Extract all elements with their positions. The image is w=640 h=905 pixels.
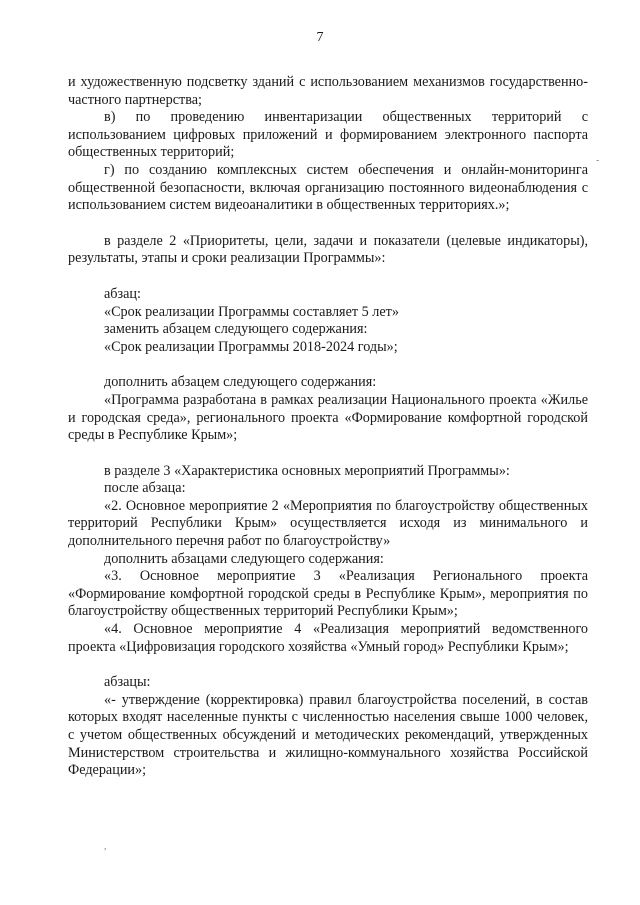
paragraph-p5: абзац: <box>104 285 141 302</box>
paragraph-p17: абзацы: <box>104 674 151 691</box>
paragraph-spacer <box>68 656 588 674</box>
paragraph-p18: «- утверждение (корректировка) правил благоустройства поселений, в состав которых входят населенные пункты с численностью населения свыше 1000 человек, с учетом общественных обсуждений и методических рекомендаций, утвержденных Министерством строительства и жилищно-коммунального хозяйства Российской Федерации»; <box>68 691 588 779</box>
scan-mark: , <box>104 841 107 852</box>
scan-mark: - <box>596 155 600 166</box>
paragraph-spacer <box>68 268 588 286</box>
document-body <box>68 74 588 780</box>
paragraph-p9: дополнить абзацем следующего содержания: <box>104 374 377 391</box>
page-number: 7 <box>316 30 324 45</box>
paragraph-p12: после абзаца: <box>104 480 186 497</box>
paragraph-p14: дополнить абзацами следующего содержания: <box>104 550 384 567</box>
paragraph-p15: «3. Основное мероприятие 3 «Реализация Регионального проекта «Формирование комфортной городской среды в Республике Крым», мероприятия по благоустройству общественных территорий Республики Крым»; <box>68 568 588 620</box>
paragraph-p7: заменить абзацем следующего содержания: <box>104 321 368 338</box>
paragraph-p1: и художественную подсветку зданий с использованием механизмов государственно-частного партнерства; <box>68 74 588 108</box>
paragraph-p16: «4. Основное мероприятие 4 «Реализация мероприятий ведомственного проекта «Цифровизация городского хозяйства «Умный город» Республики Крым»; <box>68 621 588 655</box>
paragraph-p2: в) по проведению инвентаризации общественных территорий с использованием цифровых приложений и формированием электронного паспорта общественных территорий; <box>68 109 588 161</box>
paragraph-p8: «Срок реализации Программы 2018-2024 годы»; <box>104 338 398 355</box>
paragraph-spacer <box>68 445 588 463</box>
paragraph-p3: г) по созданию комплексных систем обеспечения и онлайн-мониторинга общественной безопасности, включая организацию постоянного видеонаблюдения с использованием систем видеоаналитики в общественных территориях.»; <box>68 161 588 214</box>
paragraph-p10: «Программа разработана в рамках реализации Национального проекта «Жилье и городская среда», регионального проекта «Формирование комфортной городской среды в Республике Крым»; <box>68 391 588 444</box>
paragraph-p13: «2. Основное мероприятие 2 «Мероприятия по благоустройству общественных территорий Республики Крым» осуществляется исходя из минимального и дополнительного перечня работ по благоустройству» <box>68 497 588 550</box>
paragraph-p11: в разделе 3 «Характеристика основных мероприятий Программы»: <box>104 462 510 479</box>
paragraph-p4: в разделе 2 «Приоритеты, цели, задачи и показатели (целевые индикаторы), результаты, этапы и сроки реализации Программы»: <box>68 232 588 267</box>
paragraph-p6: «Срок реализации Программы составляет 5 лет» <box>104 303 399 320</box>
paragraph-spacer <box>68 215 588 233</box>
paragraph-spacer <box>68 356 588 374</box>
